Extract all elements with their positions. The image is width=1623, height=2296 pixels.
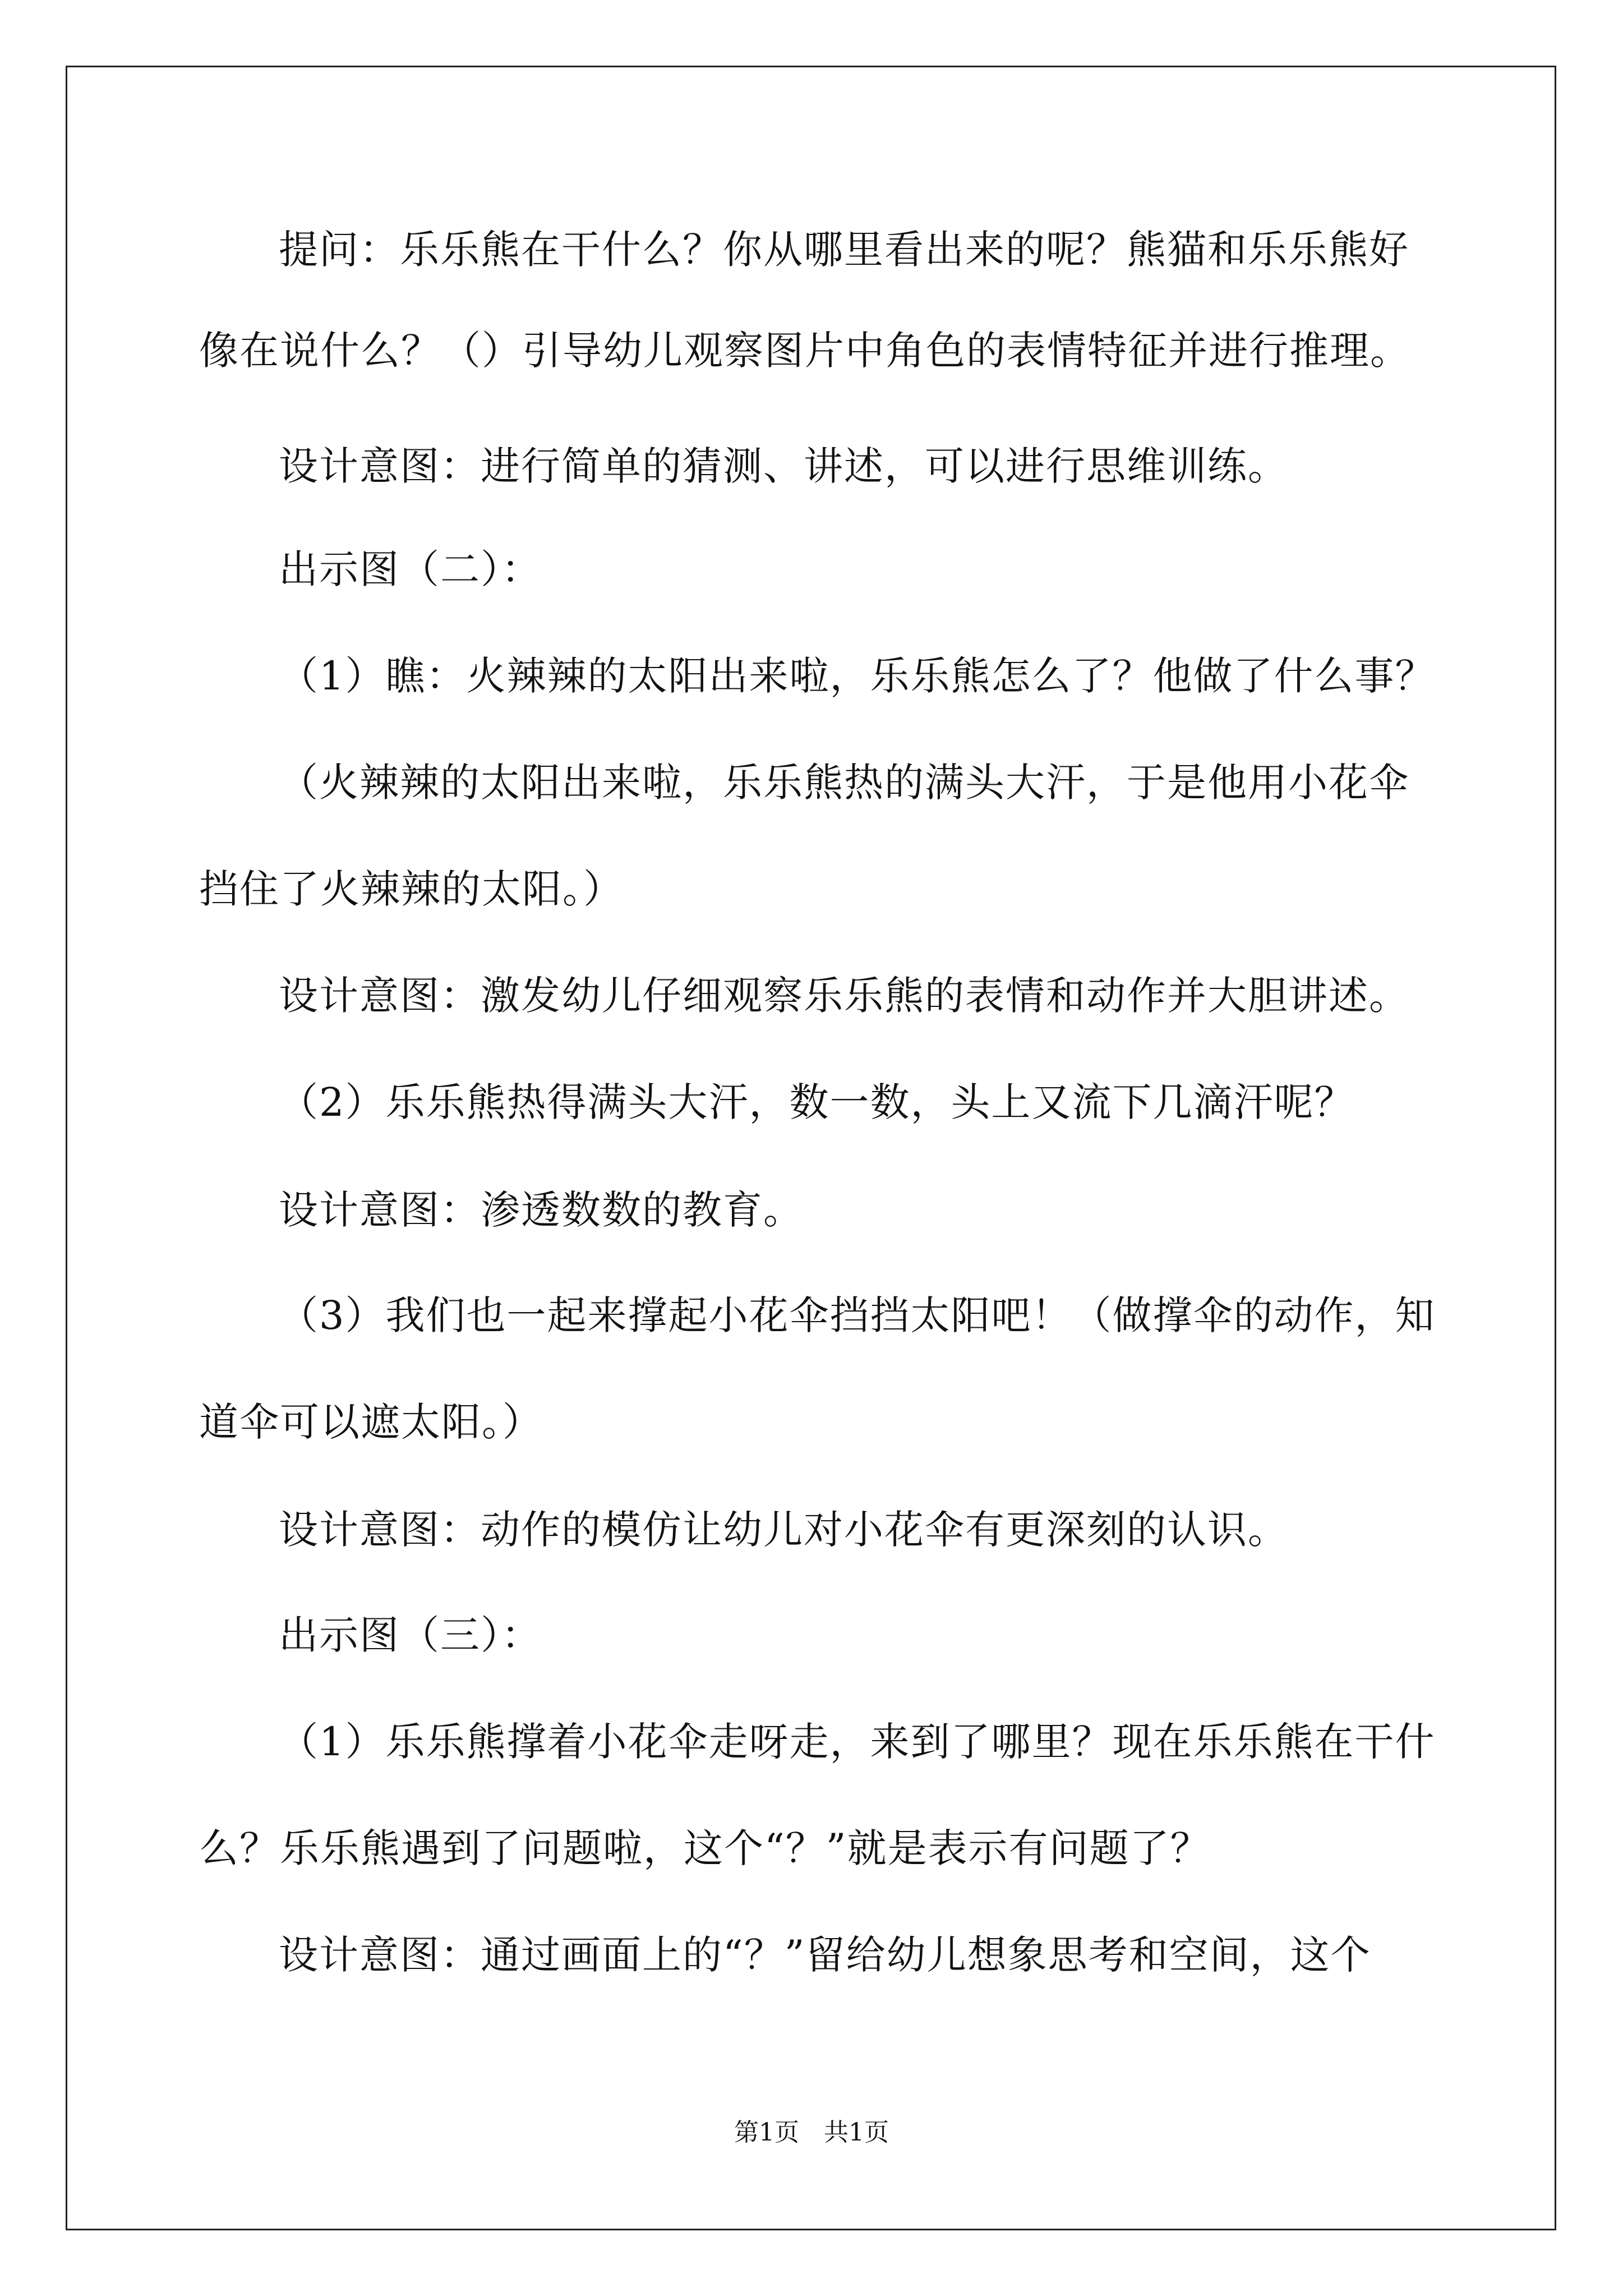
text-line: 设计意图：动作的模仿让幼儿对小花伞有更深刻的认识。 — [279, 1507, 1288, 1553]
text-line: 出示图（二）： — [279, 546, 542, 592]
text-line: 提问：乐乐熊在干什么？你从哪里看出来的呢？熊猫和乐乐熊好 — [279, 227, 1409, 273]
text-line: 像在说什么？（）引导幼儿观察图片中角色的表情特征并进行推理。 — [199, 328, 1410, 374]
text-line: 挡住了火辣辣的太阳。） — [199, 866, 624, 912]
text-line: 设计意图：进行简单的猜测、讲述，可以进行思维训练。 — [279, 443, 1288, 489]
text-line: （2）乐乐熊热得满头大汗，数一数，头上又流下几滴汗呢？ — [279, 1079, 1355, 1125]
page-footer: 第1页 共1页 — [734, 2118, 889, 2147]
page-border — [66, 66, 1556, 2230]
text-line: 么？乐乐熊遇到了问题啦，这个“？”就是表示有问题了？ — [199, 1825, 1211, 1871]
text-line: 设计意图：通过画面上的“？”留给幼儿想象思考和空间，这个 — [279, 1932, 1371, 1978]
text-line: （1）瞧：火辣辣的太阳出来啦，乐乐熊怎么了？他做了什么事？ — [279, 653, 1436, 699]
text-line: 出示图（三）： — [279, 1612, 542, 1658]
text-line: （3）我们也一起来撑起小花伞挡挡太阳吧！（做撑伞的动作，知 — [279, 1292, 1436, 1338]
text-line: 设计意图：渗透数数的教育。 — [279, 1187, 804, 1233]
text-line: 道伞可以遮太阳。） — [199, 1399, 543, 1445]
text-line: 设计意图：激发幼儿仔细观察乐乐熊的表情和动作并大胆讲述。 — [279, 973, 1409, 1019]
text-line: （火辣辣的太阳出来啦，乐乐熊热的满头大汗，于是他用小花伞 — [279, 760, 1409, 806]
text-line: （1）乐乐熊撑着小花伞走呀走，来到了哪里？现在乐乐熊在干什 — [279, 1719, 1436, 1765]
